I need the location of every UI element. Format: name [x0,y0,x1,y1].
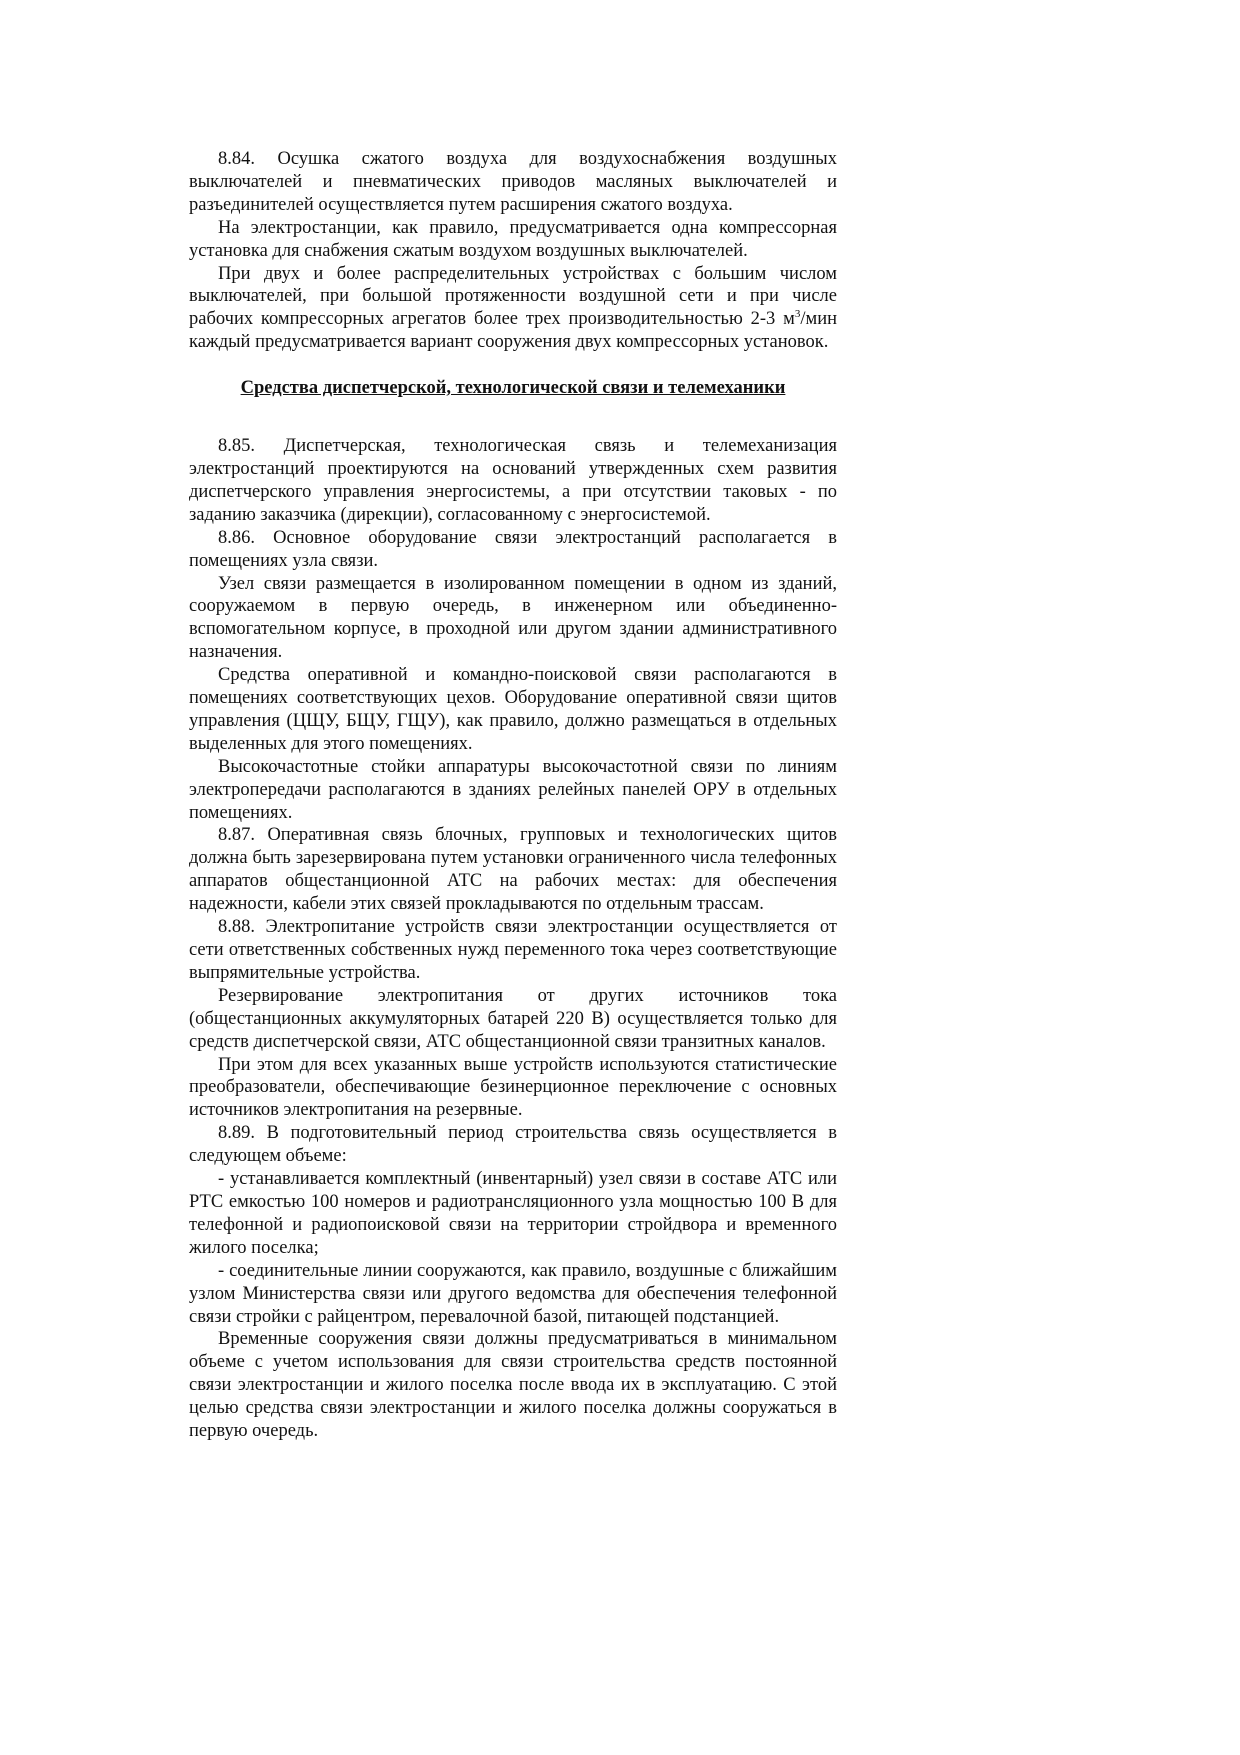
paragraph-8-89: 8.89. В подготовительный период строительства связь осуществляется в следующем объеме: [189,1123,837,1167]
superscript-3: 3 [794,308,801,321]
paragraph-8-87: 8.87. Оперативная связь блочных, групповых и технологических щитов должна быть зарезервирована путем установки ограниченного числа телефонных аппаратов общестанционной АТС на рабочих местах: для обеспечения надежности, кабели этих связей прокладываются по отдельным трассам. [189,825,837,915]
paragraph-two-compressor-stations [189,263,837,355]
paragraph-power-reserve: Резервирование электропитания от других источников тока (общестанционных аккумуляторных батарей 220 В) осуществляется только для средств диспетчерской связи, АТС общестанционной связи транзитных каналов. [189,985,837,1052]
paragraph-8-84: 8.84. Осушка сжатого воздуха для воздухоснабжения воздушных выключателей и пневматических приводов масляных выключателей и разъединителей осуществляется путем расширения сжатого воздуха. [189,149,837,215]
paragraph-text-part: При двух и более распределительных устройствах с большим числом выключателей, при большой протяженности воздушной сети и при числе рабочих компрессорных агрегатов более трех производительностью 2-3 м [189,263,837,330]
paragraph-static-converters: При этом для всех указанных выше устройств используются статистические преобразователи, обеспечивающие безинерционное переключение с основных источников электропитания на резервные. [189,1054,837,1121]
paragraph-communication-node: Узел связи размещается в изолированном помещении в одном из зданий, сооружаемом в первую очередь, в инженерном или объединенно-вспомогательном корпусе, в проходной или другом здании административного назначения. [189,573,837,663]
document-page [189,148,837,1443]
paragraph-operative-communication: Средства оперативной и командно-поисковой связи располагаются в помещениях соответствующих цехов. Оборудование оперативной связи щитов управления (ЦЩУ, БЩУ, ГЩУ), как правило, должно размещаться в отдельных выделенных для этого помещениях. [189,665,837,754]
list-item-connecting-lines: - соединительные линии сооружаются, как правило, воздушные с ближайшим узлом Министерства связи или другого ведомства для обеспечения телефонной связи стройки с райцентром, перевалочной базой, питающей подстанцией. [189,1260,837,1327]
paragraph-hf-racks: Высокочастотные стойки аппаратуры высокочастотной связи по линиям электропередачи располагаются в зданиях релейных панелей ОРУ в отдельных помещениях. [189,756,837,823]
list-item-communication-node: - устанавливается комплектный (инвентарный) узел связи в составе АТС или РТС емкостью 100 номеров и радиотрансляционного узла мощностью 100 В для телефонной и радиопоисковой связи на территории стройдвора и временного жилого поселка; [189,1169,837,1258]
paragraph-8-88: 8.88. Электропитание устройств связи электростанции осуществляется от сети ответственных собственных нужд переменного тока через соответствующие выпрямительные устройства. [189,917,837,983]
paragraph-8-86: 8.86. Основное оборудование связи электростанций располагается в помещениях узла связи. [189,527,837,571]
paragraph-compressor-station: На электростанции, как правило, предусматривается одна компрессорная установка для снабжения сжатым воздухом воздушных выключателей. [189,217,837,261]
section-heading: Средства диспетчерской, технологической связи и телемеханики [240,378,786,399]
paragraph-text-part: /мин каждый предусматривается вариант сооружения двух компрессорных установок. [189,309,837,353]
paragraph-temporary-structures: Временные сооружения связи должны предусматриваться в минимальном объеме с учетом использования для связи строительства средств постоянной связи электростанции и жилого поселка после ввода их в эксплуатацию. С этой целью средства связи электростанции и жилого поселка должны сооружаться в первую очередь. [189,1329,837,1442]
paragraph-8-85: 8.85. Диспетчерская, технологическая связь и телемеханизация электростанций проектируются на оснований утвержденных схем развития диспетчерского управления энергосистемы, а при отсутствии таковых - по заданию заказчика (дирекции), согласованному с энергосистемой. [189,436,837,525]
